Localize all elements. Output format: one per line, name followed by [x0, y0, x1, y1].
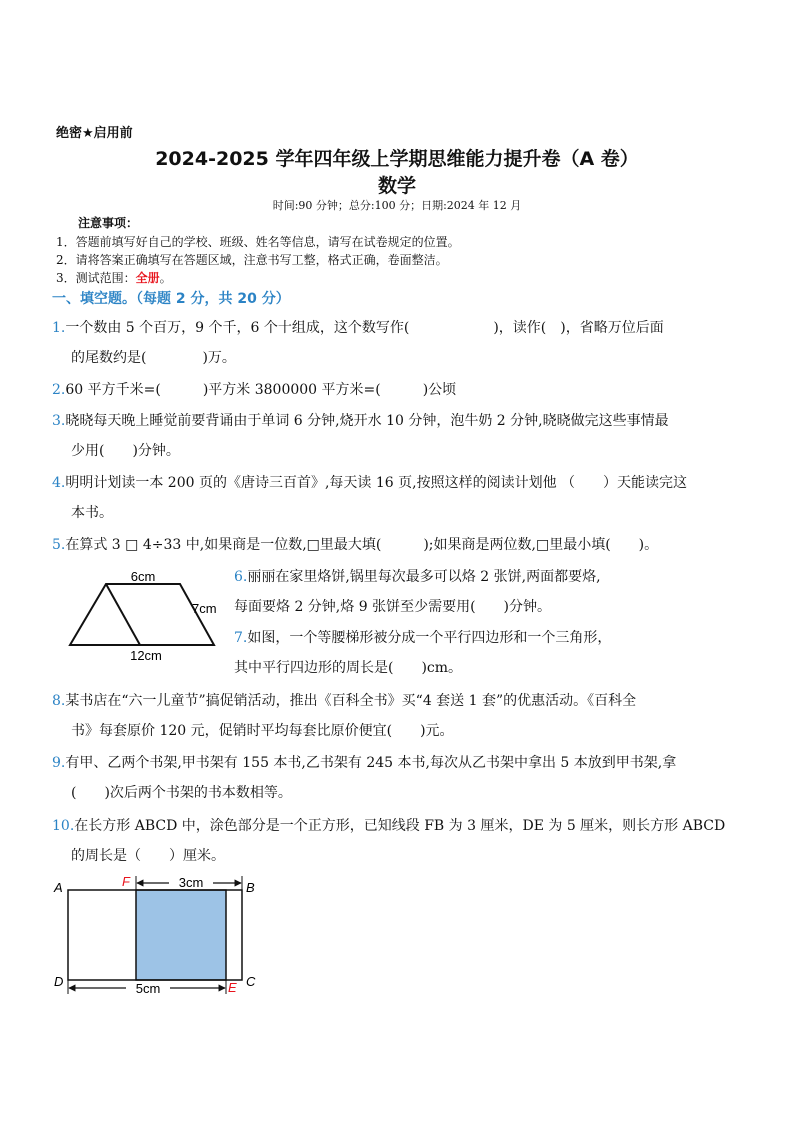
vertex-b-label: B [246, 880, 255, 895]
exam-title: 2024-2025 学年四年级上学期思维能力提升卷（A 卷） [155, 148, 639, 170]
question-text: 60 平方千米=( )平方米 3800000 平方米=( )公顷 [65, 382, 457, 398]
trapezoid-top-label: 6cm [130, 569, 156, 584]
question-number: 3. [52, 413, 66, 429]
question-9-line-2: ( )次后两个书架的书本数相等。 [71, 785, 292, 801]
notice-item-3-suffix: 。 [159, 271, 172, 285]
de-length-label: 5cm [135, 981, 161, 996]
question-text: 某书店在“六一儿童节”搞促销活动，推出《百科全书》买“4 套送 1 套”的优惠活动。《百科全 [65, 693, 637, 709]
rectangle-figure [50, 870, 265, 1000]
question-text: 如图，一个等腰梯形被分成一个平行四边形和一个三角形， [247, 630, 612, 646]
question-1-line-2: 的尾数约是( )万。 [71, 350, 236, 366]
question-text: 有甲、乙两个书架,甲书架有 155 本书,乙书架有 245 本书,每次从乙书架中拿出 5 本放到甲书架,拿 [65, 755, 677, 771]
question-2 [52, 375, 456, 405]
question-text: 丽丽在家里烙饼,锅里每次最多可以烙 2 张饼,两面都要烙, [247, 569, 601, 585]
question-number: 10. [52, 818, 75, 834]
vertex-c-label: C [246, 974, 256, 989]
question-3-line-2: 少用( )分钟。 [71, 443, 180, 459]
parallelogram-divider [106, 584, 140, 645]
vertex-a-label: A [54, 880, 63, 895]
question-5 [52, 530, 658, 560]
question-10-line-1 [52, 811, 725, 841]
question-number: 5. [52, 537, 66, 553]
question-6-line-2: 每面要烙 2 分钟,烙 9 张饼至少需要用( )分钟。 [234, 599, 551, 615]
question-8-line-2: 书》每套原价 120 元，促销时平均每套比原价便宜( )元。 [71, 723, 454, 739]
shaded-square [136, 890, 226, 980]
question-7-line-2: 其中平行四边形的周长是( )cm。 [234, 660, 463, 676]
question-9-line-1 [52, 748, 676, 778]
question-number: 8. [52, 693, 66, 709]
question-4-line-1 [52, 468, 687, 498]
question-number: 1. [52, 320, 66, 336]
question-number: 7. [234, 630, 248, 646]
exam-meta: 时间:90 分钟；总分:100 分；日期:2024 年 12 月 [272, 199, 522, 212]
question-8-line-1 [52, 686, 636, 716]
question-text: 明明计划读一本 200 页的《唐诗三百首》,每天读 16 页,按照这样的阅读计划他 （ ）天能读完这 [65, 475, 688, 491]
question-text: 一个数由 5 个百万，9 个千，6 个十组成，这个数写作( )，读作( )，省略万位后面 [65, 320, 664, 336]
notice-title: 注意事项： [78, 216, 139, 230]
question-10-line-2: 的周长是（ ）厘米。 [71, 848, 225, 864]
trapezoid-bottom-label: 12cm [130, 648, 162, 663]
section-fill-blank-title: 一、填空题。（每题 2 分，共 20 分） [52, 291, 290, 307]
question-number: 9. [52, 755, 66, 771]
test-range: 全册 [135, 271, 160, 285]
question-text: 在算式 3 □ 4÷33 中,如果商是一位数,□里最大填( );如果商是两位数,□里最小填( )。 [65, 537, 659, 553]
question-6-line-1 [234, 562, 601, 592]
notice-item-3-prefix: 3．测试范围： [56, 271, 136, 285]
point-f-label: F [122, 874, 130, 889]
notice-item-1: 1．答题前填写好自己的学校、班级、姓名等信息，请写在试卷规定的位置。 [56, 235, 460, 249]
notice-item-2: 2．请将答案正确填写在答题区域，注意书写工整，格式正确，卷面整洁。 [56, 253, 448, 267]
trapezoid-figure [66, 566, 232, 664]
trapezoid-side-label: 7cm [192, 601, 217, 616]
question-4-line-2: 本书。 [71, 505, 113, 521]
subject-title: 数学 [377, 175, 416, 197]
question-text: 在长方形 ABCD 中，涂色部分是一个正方形，已知线段 FB 为 3 厘米，DE 为 5 厘米，则长方形 ABCD [74, 818, 726, 834]
notice-item-3 [56, 269, 172, 286]
question-number: 2. [52, 382, 66, 398]
fb-length-label: 3cm [178, 875, 204, 890]
vertex-d-label: D [54, 974, 64, 989]
question-number: 4. [52, 475, 66, 491]
question-text: 晓晓每天晚上睡觉前要背诵由于单词 6 分钟,烧开水 10 分钟，泡牛奶 2 分钟,晓晓做完这些事情最 [65, 413, 669, 429]
point-e-label: E [228, 980, 237, 995]
question-1-line-1 [52, 313, 664, 343]
question-number: 6. [234, 569, 248, 585]
confidential-mark: 绝密★启用前 [56, 126, 133, 141]
question-3-line-1 [52, 406, 669, 436]
question-7-line-1 [234, 623, 611, 653]
